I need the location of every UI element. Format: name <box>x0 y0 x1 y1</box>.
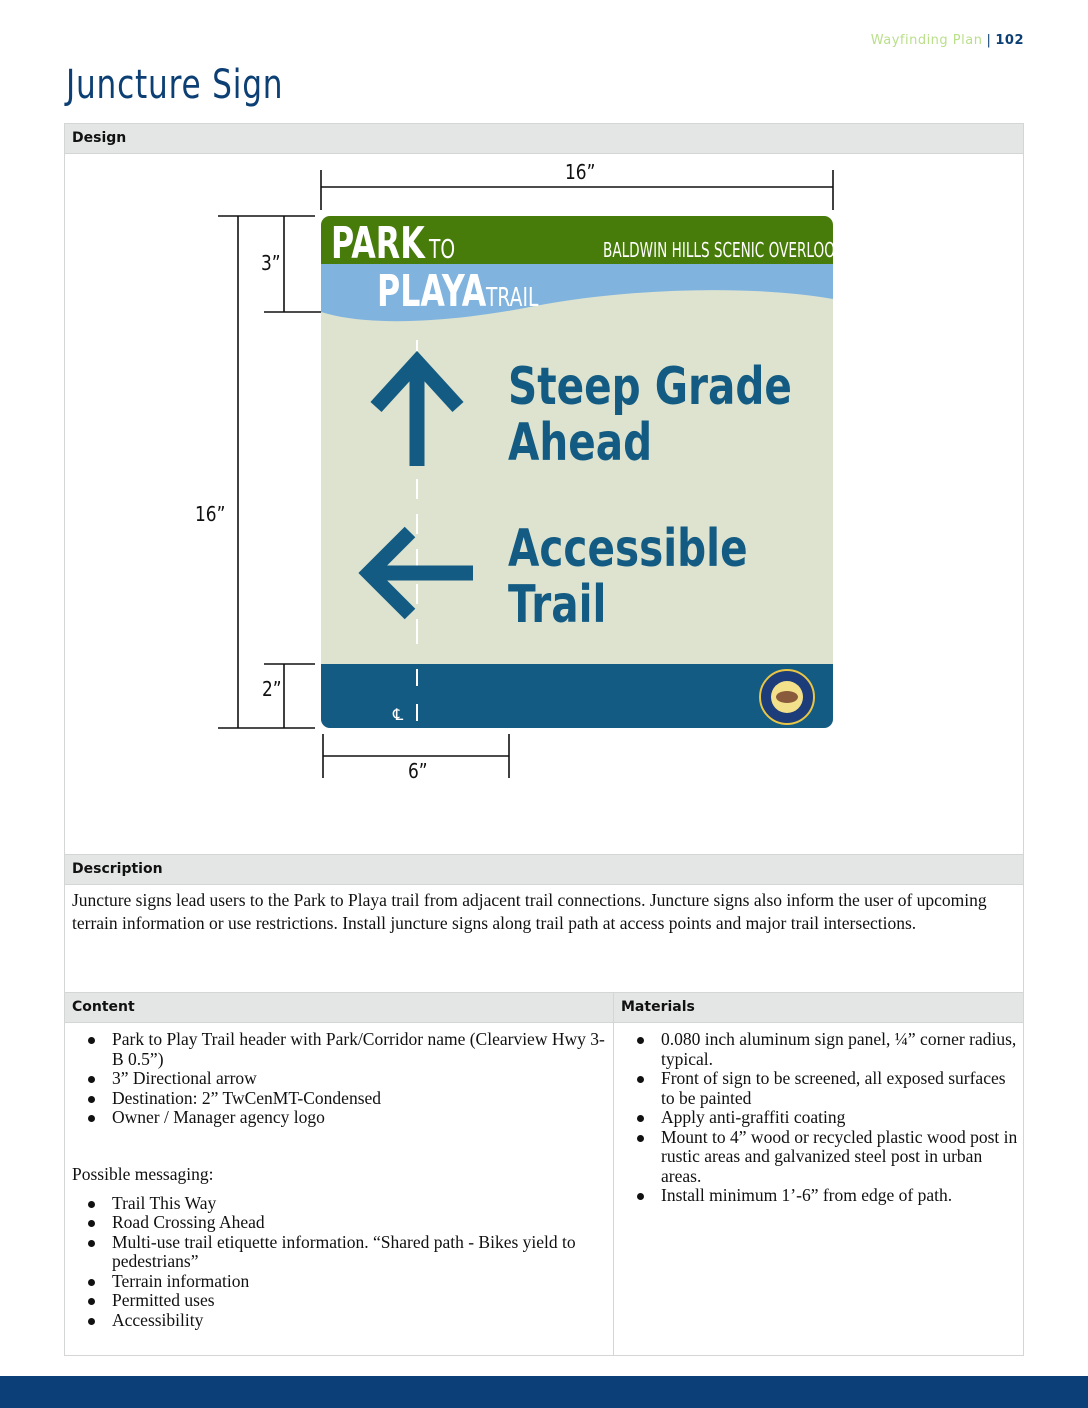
footer-band <box>0 1376 1088 1408</box>
dim-height-total: 16” <box>195 503 226 527</box>
dim-footer-height: 2” <box>262 678 282 702</box>
message-1-line1: Steep Grade <box>508 356 792 417</box>
materials-column <box>614 993 1023 1355</box>
list-item: Trail This Way <box>65 1194 613 1214</box>
centerline-mark: ℄ <box>393 705 404 724</box>
state-parks-logo <box>760 670 814 724</box>
sign-title-playa: PLAYA <box>377 265 487 318</box>
page-number: 102 <box>995 33 1024 48</box>
sign-drawing <box>65 154 1023 854</box>
sign-title-to: TO <box>429 235 456 265</box>
list-item: Park to Play Trail header with Park/Corridor name (Clearview Hwy 3-B 0.5”) <box>65 1030 613 1069</box>
content-list <box>65 1030 613 1128</box>
content-column <box>65 993 614 1355</box>
message-2-line2: Trail <box>508 574 607 635</box>
list-item: Install minimum 1’-6” from edge of path. <box>614 1186 1023 1206</box>
list-item: Front of sign to be screened, all exposed surfaces to be painted <box>614 1069 1023 1108</box>
list-item: Apply anti-graffiti coating <box>614 1108 1023 1128</box>
running-header <box>871 33 1024 48</box>
page-title: Juncture Sign <box>66 62 284 108</box>
list-item: Accessibility <box>65 1311 613 1331</box>
materials-list <box>614 1030 1023 1206</box>
list-item: Road Crossing Ahead <box>65 1213 613 1233</box>
header-separator: | <box>986 33 992 48</box>
list-item: 0.080 inch aluminum sign panel, ¼” corner radius, typical. <box>614 1030 1023 1069</box>
sign-title-park: PARK <box>331 217 425 270</box>
description-section <box>64 855 1024 993</box>
design-section <box>64 123 1024 855</box>
materials-header: Materials <box>614 993 1023 1023</box>
list-item: Owner / Manager agency logo <box>65 1108 613 1128</box>
message-2-line1: Accessible <box>508 518 748 579</box>
dim-header-height: 3” <box>261 252 281 276</box>
description-text: Juncture signs lead users to the Park to Playa trail from adjacent trail connections. Juncture signs also inform the user of upcoming terrain information or use restrictions. Install juncture signs along trail path at access points and major trail intersections. <box>72 890 987 933</box>
list-item: Permitted uses <box>65 1291 613 1311</box>
dim-offset-bottom: 6” <box>408 760 428 784</box>
description-header: Description <box>65 855 1023 885</box>
content-header: Content <box>65 993 613 1023</box>
sign-title-trail: TRAIL <box>486 283 539 313</box>
list-item: Terrain information <box>65 1272 613 1292</box>
list-item: Destination: 2” TwCenMT-Condensed <box>65 1089 613 1109</box>
list-item: 3” Directional arrow <box>65 1069 613 1089</box>
section-name: Wayfinding Plan <box>870 33 983 48</box>
sign-location: BALDWIN HILLS SCENIC OVERLOOK <box>603 239 844 263</box>
dim-width-top: 16” <box>565 161 596 185</box>
possible-messaging-list <box>65 1194 613 1331</box>
message-1-line2: Ahead <box>508 412 653 473</box>
design-header: Design <box>65 124 1023 154</box>
content-materials-section <box>64 992 1024 1356</box>
list-item: Mount to 4” wood or recycled plastic wood post in rustic areas and galvanized steel post in urban areas. <box>614 1128 1023 1187</box>
possible-messaging-label: Possible messaging: <box>72 1163 214 1184</box>
list-item: Multi-use trail etiquette information. “Shared path - Bikes yield to pedestrians” <box>65 1233 613 1272</box>
